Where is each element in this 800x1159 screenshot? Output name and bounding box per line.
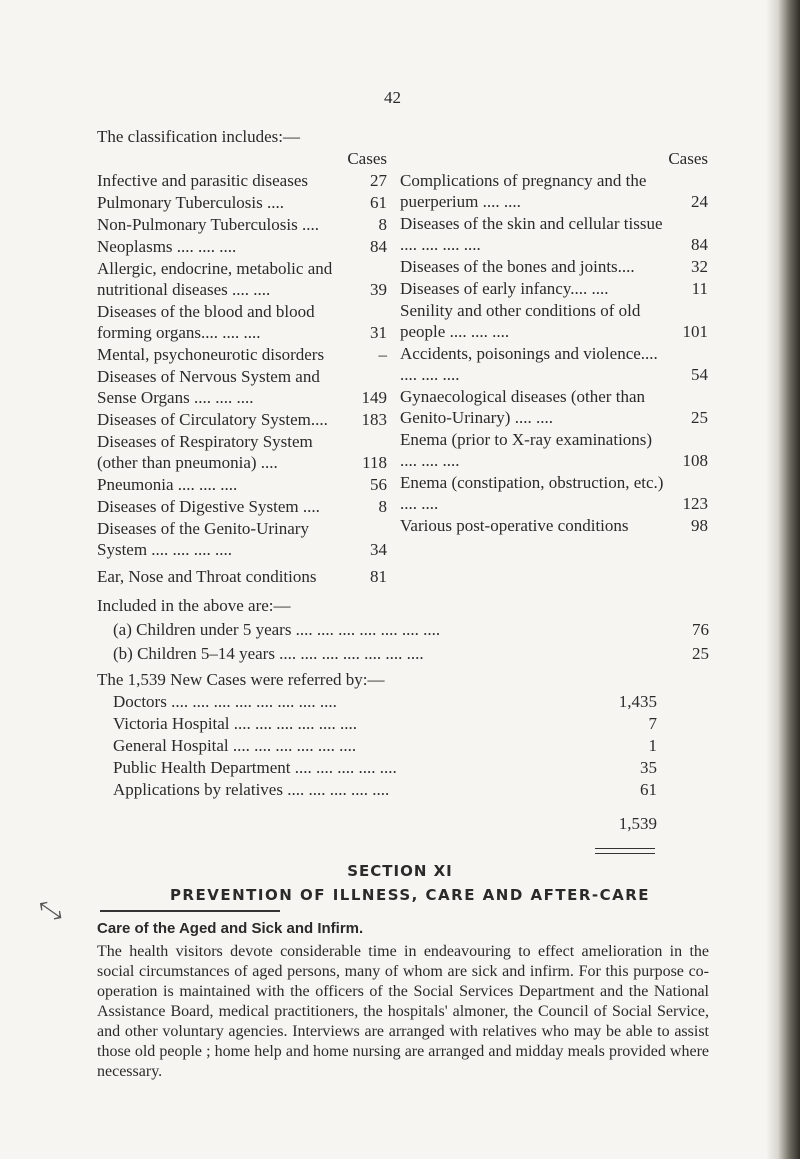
section-title: SECTION XI (347, 862, 453, 880)
included-section (97, 594, 709, 666)
list-item: (a) Children under 5 years .... .... .... .... .... .... .... 76 (113, 620, 709, 639)
intro-text: The classification includes:— (97, 127, 300, 146)
list-item: Diseases of the bones and joints.... 32 (400, 257, 708, 276)
list-item: Complications of pregnancy and the puerperium .... .... 24 (400, 171, 708, 211)
list-item: Public Health Department .... .... .... .... .... 35 (113, 758, 657, 777)
subsection-title: Care of the Aged and Sick and Infirm. (97, 920, 364, 937)
list-item: Diseases of the Genito-Urinary System .... .... .... .... 34 (97, 519, 387, 559)
list-item: Infective and parasitic diseases 27 (97, 171, 387, 190)
list-item: Diseases of Nervous System and Sense Organs .... .... .... 149 (97, 367, 387, 407)
list-item: Diseases of early infancy.... .... 11 (400, 279, 708, 298)
body-paragraph: The health visitors devote considerable time in endeavouring to effect amelioration in the social circumstances of aged persons, many of whom are sick and infirm. For this purpose co-operation is maintained with the officers of the Social Services Department and the National Assistance Board, medical practitioners, the hospitals' almoner, the Council of Social Service, and other voluntary agencies. Interviews are arranged with relatives who may be able to assist those old people ; home help and home nursing are arranged and midday meals provided where necessary. (97, 943, 709, 1080)
referral-total: 1,539 (618, 814, 657, 833)
list-item: Ear, Nose and Throat conditions 81 (97, 567, 387, 586)
list-item: Allergic, endocrine, metabolic and nutritional diseases .... .... 39 (97, 259, 387, 299)
left-column (97, 148, 387, 588)
column-header: Cases (347, 149, 387, 168)
list-item: (b) Children 5–14 years .... .... .... .... .... .... .... 25 (113, 644, 709, 663)
list-item: Diseases of Circulatory System.... 183 (97, 410, 387, 429)
list-item: Enema (constipation, obstruction, etc.) .... .... 123 (400, 473, 708, 513)
list-item: Various post-operative conditions 98 (400, 516, 708, 535)
list-item: Enema (prior to X-ray examinations) .... .... .... 108 (400, 430, 708, 470)
list-item: Doctors .... .... .... .... .... .... .... .... 1,435 (113, 692, 657, 711)
list-item: Mental, psychoneurotic disorders – (97, 345, 387, 364)
list-item: Diseases of the skin and cellular tissue .... .... .... .... 84 (400, 214, 708, 254)
list-item: Diseases of Respiratory System (other than pneumonia) .... 118 (97, 432, 387, 472)
list-item: Senility and other conditions of old people .... .... .... 101 (400, 301, 708, 341)
list-item: Gynaecological diseases (other than Genito-Urinary) .... .... 25 (400, 387, 708, 427)
list-item: Victoria Hospital .... .... .... .... .... .... 7 (113, 714, 657, 733)
list-item: Applications by relatives .... .... .... .... .... 61 (113, 780, 657, 799)
page-number: 42 (384, 88, 401, 107)
total-double-rule (595, 848, 655, 854)
referral-heading: The 1,539 New Cases were referred by:— (97, 670, 385, 689)
included-heading: Included in the above are:— (97, 596, 291, 615)
right-column (400, 148, 708, 537)
list-item: Diseases of Digestive System .... 8 (97, 497, 387, 516)
list-item: General Hospital .... .... .... .... .... .... 1 (113, 736, 657, 755)
list-item: Non-Pulmonary Tuberculosis .... 8 (97, 215, 387, 234)
list-item: Pneumonia .... .... .... 56 (97, 475, 387, 494)
list-item: Diseases of the blood and blood forming organs.... .... .... 31 (97, 302, 387, 342)
pen-annotation-icon: ⤡ (37, 894, 64, 928)
referral-section (97, 669, 657, 835)
list-item: Neoplasms .... .... .... 84 (97, 237, 387, 256)
section-subtitle: PREVENTION OF ILLNESS, CARE AND AFTER-CARE (169, 886, 651, 904)
list-item: Accidents, poisonings and violence.... .... .... .... 54 (400, 344, 708, 384)
list-item: Pulmonary Tuberculosis .... 61 (97, 193, 387, 212)
section-underline (100, 910, 280, 912)
column-header: Cases (668, 149, 708, 168)
page-edge-shadow (766, 0, 800, 1159)
